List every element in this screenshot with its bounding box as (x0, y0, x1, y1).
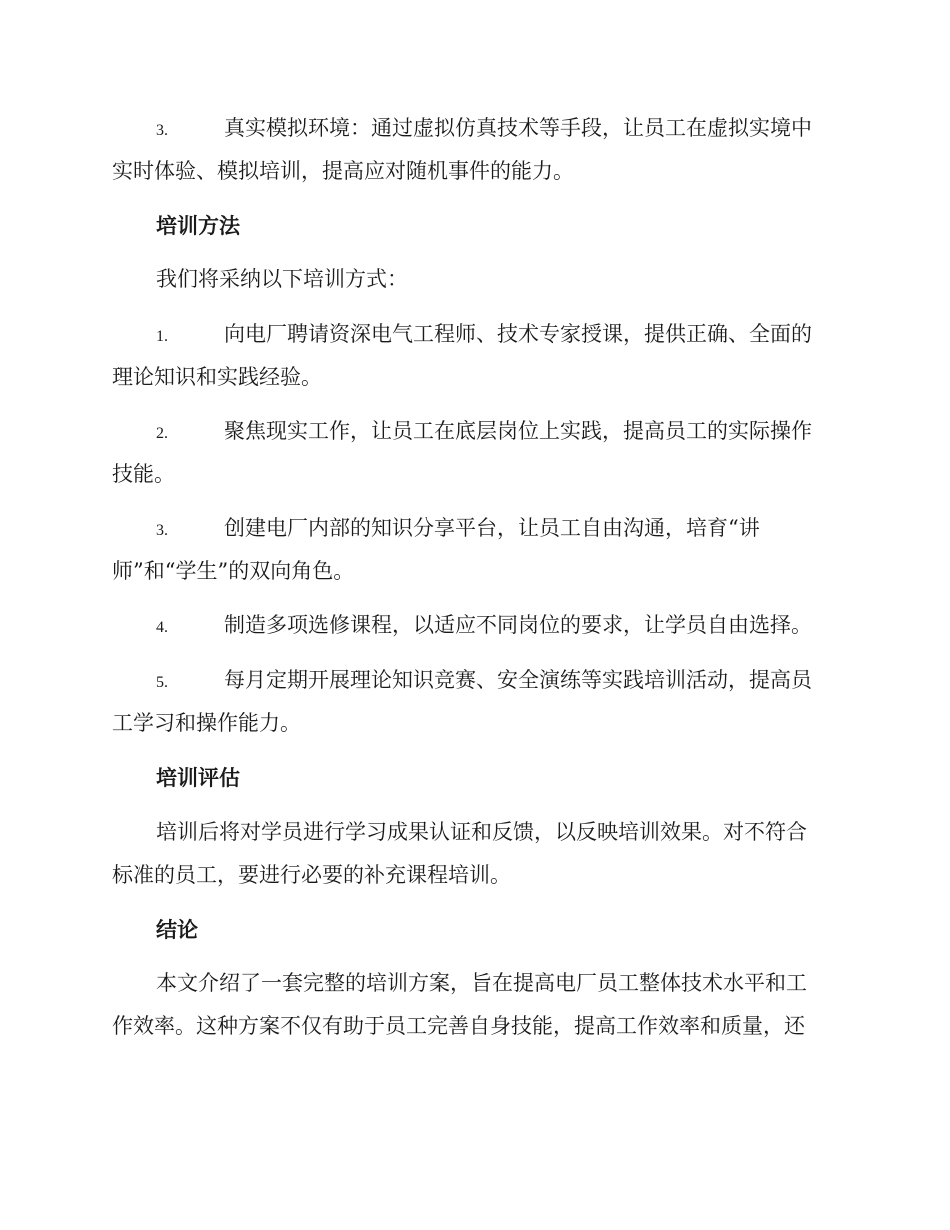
paragraph-line: 培训后将对学员进行学习成果认证和反馈，以反映培训效果。对不符合 (156, 820, 807, 844)
list-text-line: 向电厂聘请资深电气工程师、技术专家授课，提供正确、全面的 (224, 322, 812, 346)
list-item (112, 604, 834, 647)
list-text-line: 工学习和操作能力。 (112, 711, 301, 735)
heading-text: 培训方法 (156, 213, 240, 238)
paragraph (112, 962, 834, 1048)
paragraph (112, 811, 834, 897)
paragraph (112, 258, 834, 301)
list-number: 5. (156, 674, 168, 691)
section-heading (112, 908, 834, 951)
list-item (112, 410, 834, 496)
paragraph-line: 作效率。这种方案不仅有助于员工完善自身技能，提高工作效率和质量，还 (112, 1014, 805, 1038)
paragraph-line: 标准的员工，要进行必要的补充课程培训。 (112, 863, 511, 887)
list-text-line: 技能。 (112, 462, 175, 486)
heading-text: 培训评估 (156, 765, 240, 790)
list-text-line: 每月定期开展理论知识竞赛、安全演练等实践培训活动，提高员 (224, 668, 812, 692)
list-number: 3. (156, 522, 168, 539)
list-number: 1. (156, 328, 168, 345)
heading-text: 结论 (156, 917, 198, 942)
list-number: 4. (156, 619, 168, 636)
list-text-line: 制造多项选修课程，以适应不同岗位的要求，让学员自由选择。 (224, 613, 812, 637)
list-item (112, 313, 834, 399)
list-text-line: 实时体验、模拟培训，提高应对随机事件的能力。 (112, 159, 574, 183)
section-heading (112, 756, 834, 799)
paragraph-line: 我们将采纳以下培训方式： (156, 267, 408, 291)
list-text-line: 师”和“学生”的双向角色。 (112, 559, 355, 583)
list-item (112, 659, 834, 745)
list-text-line: 聚焦现实工作，让员工在底层岗位上实践，提高员工的实际操作 (224, 419, 812, 443)
list-text-line: 创建电厂内部的知识分享平台，让员工自由沟通，培育“讲 (224, 516, 760, 540)
list-text-line: 理论知识和实践经验。 (112, 365, 322, 389)
list-item (112, 107, 834, 193)
list-number: 3. (156, 122, 168, 139)
list-item (112, 507, 834, 593)
list-number: 2. (156, 425, 168, 442)
paragraph-line: 本文介绍了一套完整的培训方案，旨在提高电厂员工整体技术水平和工 (156, 971, 807, 995)
list-text-line: 真实模拟环境：通过虚拟仿真技术等手段，让员工在虚拟实境中 (224, 116, 812, 140)
section-heading (112, 204, 834, 247)
